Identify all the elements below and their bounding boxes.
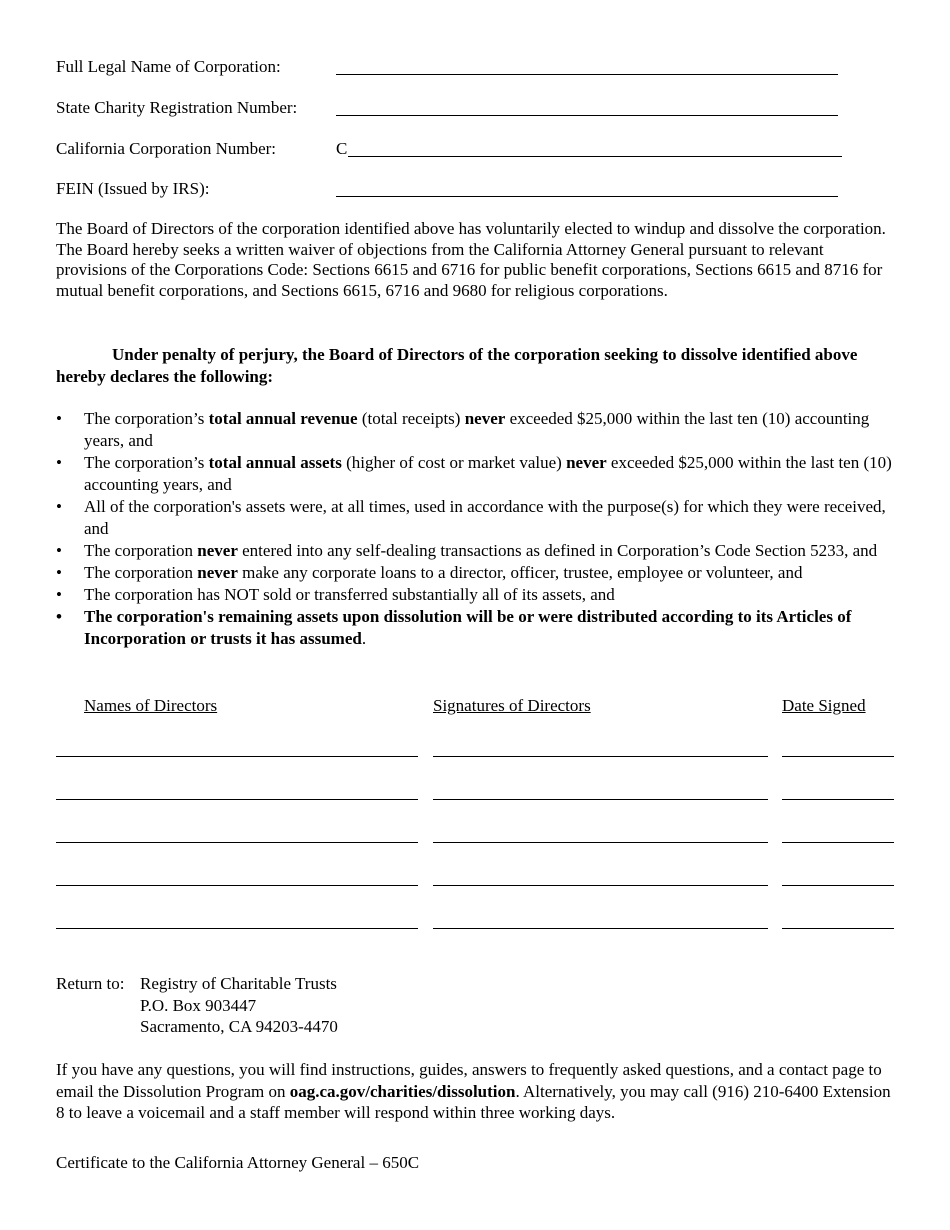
director-signature-line[interactable] xyxy=(433,756,768,757)
bullet-bold: The corporation's remaining assets upon dissolution will be or were distributed according to its Articles of Incorporation or trusts it has assumed xyxy=(84,607,852,648)
corporation-number-input[interactable] xyxy=(348,138,842,157)
signatures-header: Signatures of Directors xyxy=(433,696,591,715)
date-header: Date Signed xyxy=(782,696,866,715)
list-item xyxy=(56,584,894,606)
bullet-text: The corporation has NOT sold or transferred substantially all of its assets, and xyxy=(84,585,615,604)
bullet-bold: never xyxy=(197,541,238,560)
list-item xyxy=(56,496,894,540)
list-item xyxy=(56,408,894,452)
dissolution-link[interactable]: oag.ca.gov/charities/dissolution xyxy=(289,1081,516,1101)
bullet-text: make any corporate loans to a director, officer, trustee, employee or volunteer, and xyxy=(237,563,803,582)
bullet-icon: • xyxy=(56,585,62,604)
list-item xyxy=(56,540,894,562)
bullet-text: All of the corporation's assets were, at all times, used in accordance with the purpose(s) for which they were received, and xyxy=(84,497,886,538)
bullet-icon: • xyxy=(56,563,62,582)
director-name-line[interactable] xyxy=(56,842,418,843)
list-item xyxy=(56,452,894,496)
questions-paragraph xyxy=(56,1059,894,1124)
date-signed-line[interactable] xyxy=(782,928,894,929)
bullet-text: (total receipts) xyxy=(357,409,465,428)
field-label: Full Legal Name of Corporation: xyxy=(56,57,281,76)
bullet-text: exceeded $25,000 within the last ten (10) accounting years, and xyxy=(84,409,870,450)
corporation-name-input[interactable] xyxy=(336,56,838,75)
date-signed-line[interactable] xyxy=(782,885,894,886)
director-name-line[interactable] xyxy=(56,928,418,929)
bullet-bold: never xyxy=(197,563,238,582)
field-corporation-name xyxy=(56,56,856,78)
address-line: P.O. Box 903447 xyxy=(140,995,257,1015)
bullet-text: (higher of cost or market value) xyxy=(341,453,567,472)
bullet-bold: total annual revenue xyxy=(208,409,358,428)
fein-input[interactable] xyxy=(336,178,838,197)
bullet-icon: • xyxy=(56,409,62,428)
director-signature-line[interactable] xyxy=(433,928,768,929)
bullet-text: The corporation xyxy=(84,541,198,560)
field-label: FEIN (Issued by IRS): xyxy=(56,179,210,198)
intro-paragraph: The Board of Directors of the corporation identified above has voluntarily elected to windup and dissolve the corporation. The Board hereby seeks a written waiver of objections from the California Attorney General pursuant to relevant provisions of the Corporations Code: Sections 6615 and 6716 for public benefit corporations, Sections 6615 and 8716 for mutual benefit corporations, and Sections 6615, 6716 and 9680 for religious corporations. xyxy=(56,219,886,300)
questions-text: If you have any questions, you will find instructions, guides, answers to frequently asked questions, and a contact page to email the Dissolution Program on xyxy=(56,1060,882,1101)
footer-text: Certificate to the California Attorney General – 650C xyxy=(56,1153,420,1172)
bullet-text: The corporation’s xyxy=(84,409,209,428)
date-signed-line[interactable] xyxy=(782,842,894,843)
list-item xyxy=(56,606,894,650)
bullet-text: entered into any self-dealing transactions as defined in Corporation’s Code Section 5233, and xyxy=(237,541,878,560)
list-item xyxy=(56,562,894,584)
bullet-text: The corporation xyxy=(84,563,198,582)
address-line: Sacramento, CA 94203-4470 xyxy=(140,1017,338,1036)
field-label: California Corporation Number: xyxy=(56,139,277,158)
questions-text: . Alternatively, you may call (916) 210-6400 Extension 8 to leave a voicemail and a staff member will respond within three working days. xyxy=(56,1081,891,1122)
director-name-line[interactable] xyxy=(56,885,418,886)
field-corporation-number xyxy=(56,138,856,160)
bullet-text: . xyxy=(361,629,367,648)
director-name-line[interactable] xyxy=(56,799,418,800)
field-fein xyxy=(56,178,856,200)
declaration-heading xyxy=(56,344,894,388)
registration-number-input[interactable] xyxy=(336,97,838,116)
names-header: Names of Directors xyxy=(84,696,218,715)
bullet-bold: never xyxy=(566,453,607,472)
director-signature-line[interactable] xyxy=(433,885,768,886)
address-line: Registry of Charitable Trusts xyxy=(140,974,337,993)
bullet-bold: total annual assets xyxy=(208,453,342,472)
bullet-icon: • xyxy=(56,541,62,560)
declaration-list xyxy=(56,408,894,650)
director-name-line[interactable] xyxy=(56,756,418,757)
bullet-icon: • xyxy=(56,607,62,626)
declaration-text: Under penalty of perjury, the Board of Directors of the corporation seeking to dissolve identified above hereby declares the following: xyxy=(56,345,858,386)
bullet-icon: • xyxy=(56,453,62,472)
date-signed-line[interactable] xyxy=(782,756,894,757)
director-signature-line[interactable] xyxy=(433,799,768,800)
date-signed-line[interactable] xyxy=(782,799,894,800)
return-to-label: Return to: xyxy=(56,974,125,993)
return-to-address xyxy=(140,973,338,1038)
director-signature-line[interactable] xyxy=(433,842,768,843)
corporation-number-prefix: C xyxy=(336,139,348,158)
bullet-icon: • xyxy=(56,497,62,516)
field-registration-number xyxy=(56,97,856,119)
field-label: State Charity Registration Number: xyxy=(56,98,298,117)
bullet-bold: never xyxy=(464,409,506,428)
bullet-text: exceeded $25,000 within the last ten (10) accounting years, and xyxy=(84,453,892,494)
bullet-text: The corporation’s xyxy=(84,453,209,472)
